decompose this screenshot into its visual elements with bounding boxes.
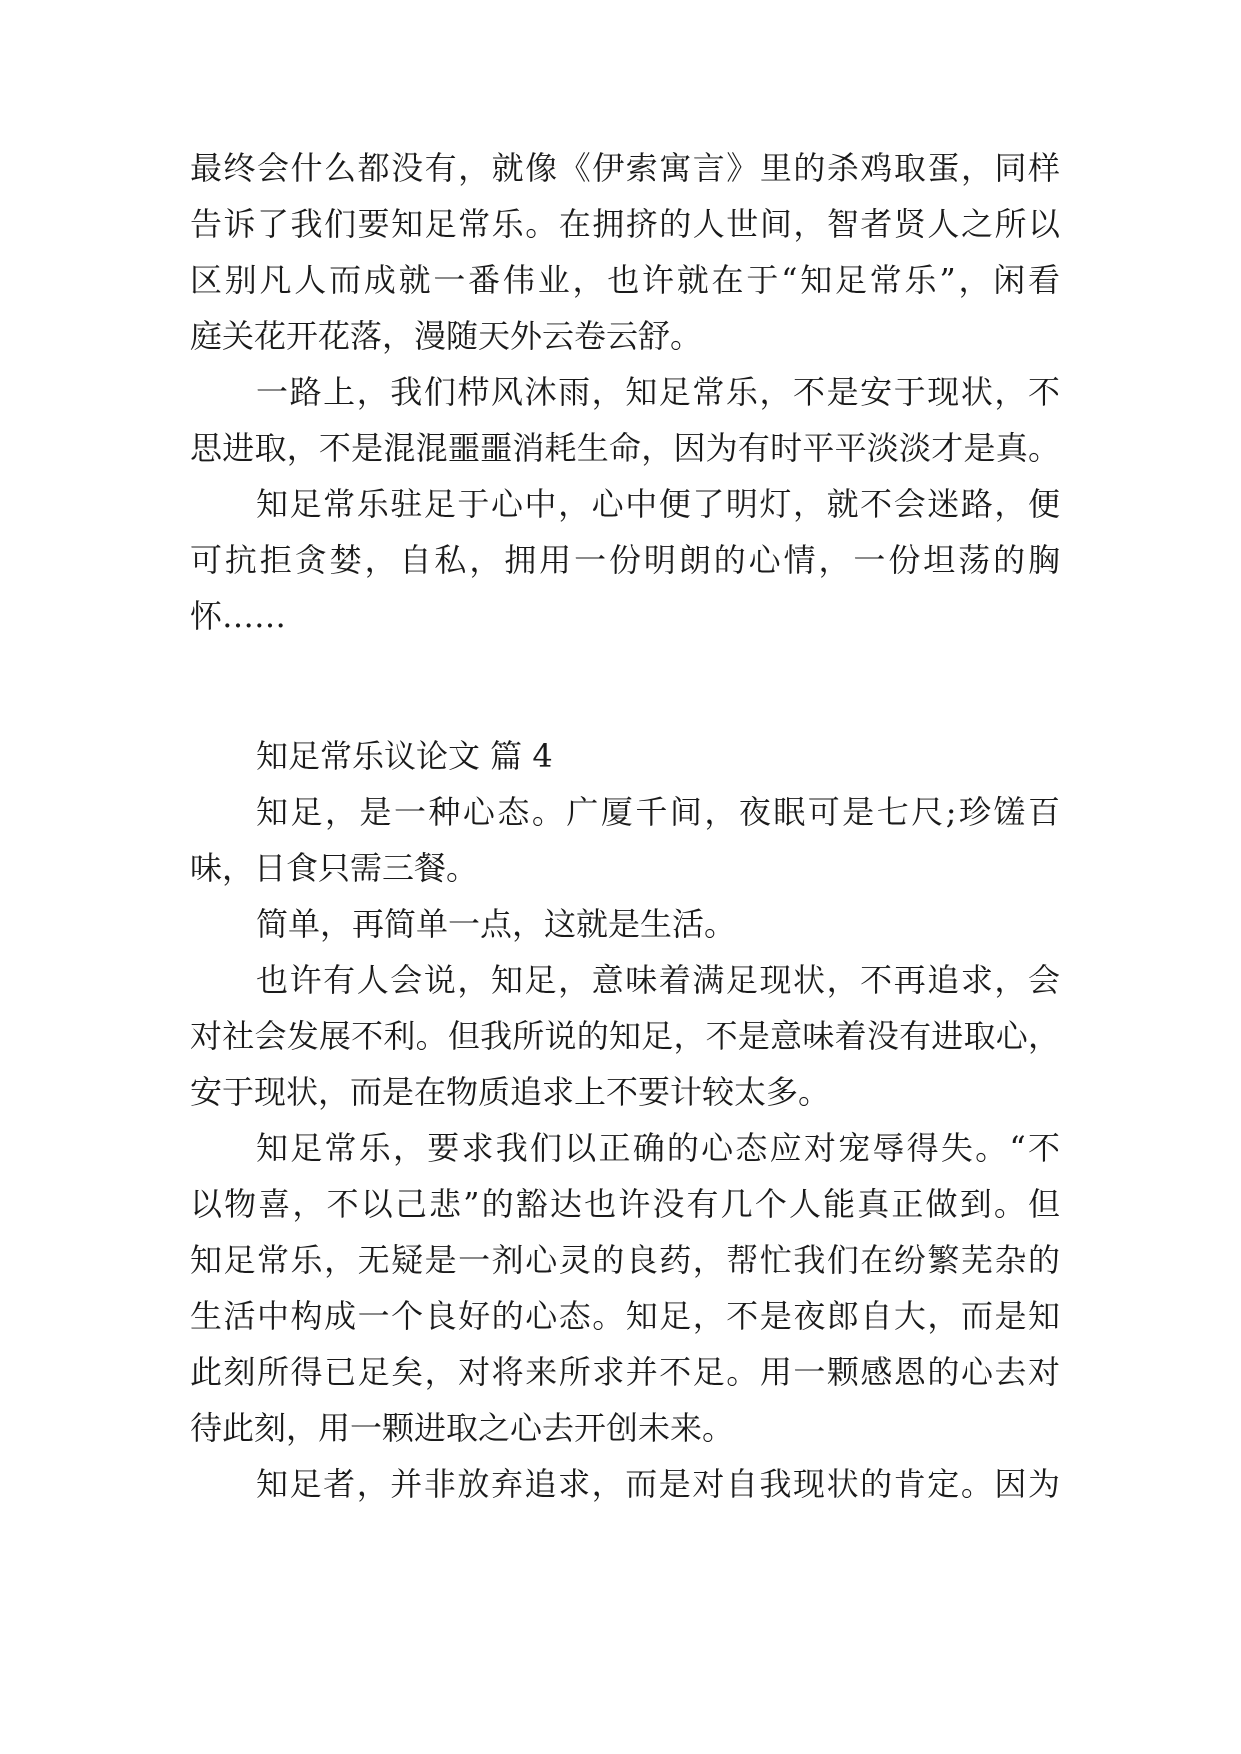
text-line: 知足常乐驻足于心中，心中便了明灯，就不会迷路，便 bbox=[256, 485, 1060, 523]
text-line: 此刻所得已足矣，对将来所求并不足。用一颗感恩的心去对 bbox=[190, 1353, 1060, 1391]
text-line: 怀…… bbox=[190, 597, 287, 635]
text-line: 安于现状，而是在物质追求上不要计较太多。 bbox=[190, 1073, 831, 1111]
text-line: 知足者，并非放弃追求，而是对自我现状的肯定。因为 bbox=[256, 1465, 1060, 1503]
text-line: 以物喜，不以己悲”的豁达也许没有几个人能真正做到。但 bbox=[190, 1185, 1060, 1223]
text-line: 知足常乐，无疑是一剂心灵的良药，帮忙我们在纷繁芜杂的 bbox=[190, 1241, 1060, 1279]
text-line: 生活中构成一个良好的心态。知足，不是夜郎自大，而是知 bbox=[190, 1297, 1060, 1335]
text-line: 对社会发展不利。但我所说的知足，不是意味着没有进取心， bbox=[190, 1017, 1060, 1055]
text-line: 味，日食只需三餐。 bbox=[190, 849, 479, 887]
text-line: 知足常乐，要求我们以正确的心态应对宠辱得失。“不 bbox=[256, 1129, 1060, 1167]
text-line: 思进取，不是混混噩噩消耗生命，因为有时平平淡淡才是真。 bbox=[190, 429, 1060, 467]
text-line: 可抗拒贪婪，自私，拥用一份明朗的心情，一份坦荡的胸 bbox=[190, 541, 1060, 579]
text-line: 一路上，我们栉风沐雨，知足常乐，不是安于现状，不 bbox=[256, 373, 1060, 411]
text-line: 区别凡人而成就一番伟业，也许就在于“知足常乐”，闲看 bbox=[190, 261, 1060, 299]
text-line: 知足，是一种心态。广厦千间，夜眠可是七尺;珍馐百 bbox=[256, 793, 1060, 831]
text-line: 最终会什么都没有，就像《伊索寓言》里的杀鸡取蛋，同样 bbox=[190, 149, 1060, 187]
text-line: 也许有人会说，知足，意味着满足现状，不再追求，会 bbox=[256, 961, 1060, 999]
text-line: 庭关花开花落，漫随天外云卷云舒。 bbox=[190, 317, 703, 355]
text-line: 告诉了我们要知足常乐。在拥挤的人世间，智者贤人之所以 bbox=[190, 205, 1060, 243]
text-line: 简单，再简单一点，这就是生活。 bbox=[256, 905, 737, 943]
text-line: 待此刻，用一颗进取之心去开创未来。 bbox=[190, 1409, 735, 1447]
section-heading: 知足常乐议论文 篇 4 bbox=[256, 737, 553, 775]
